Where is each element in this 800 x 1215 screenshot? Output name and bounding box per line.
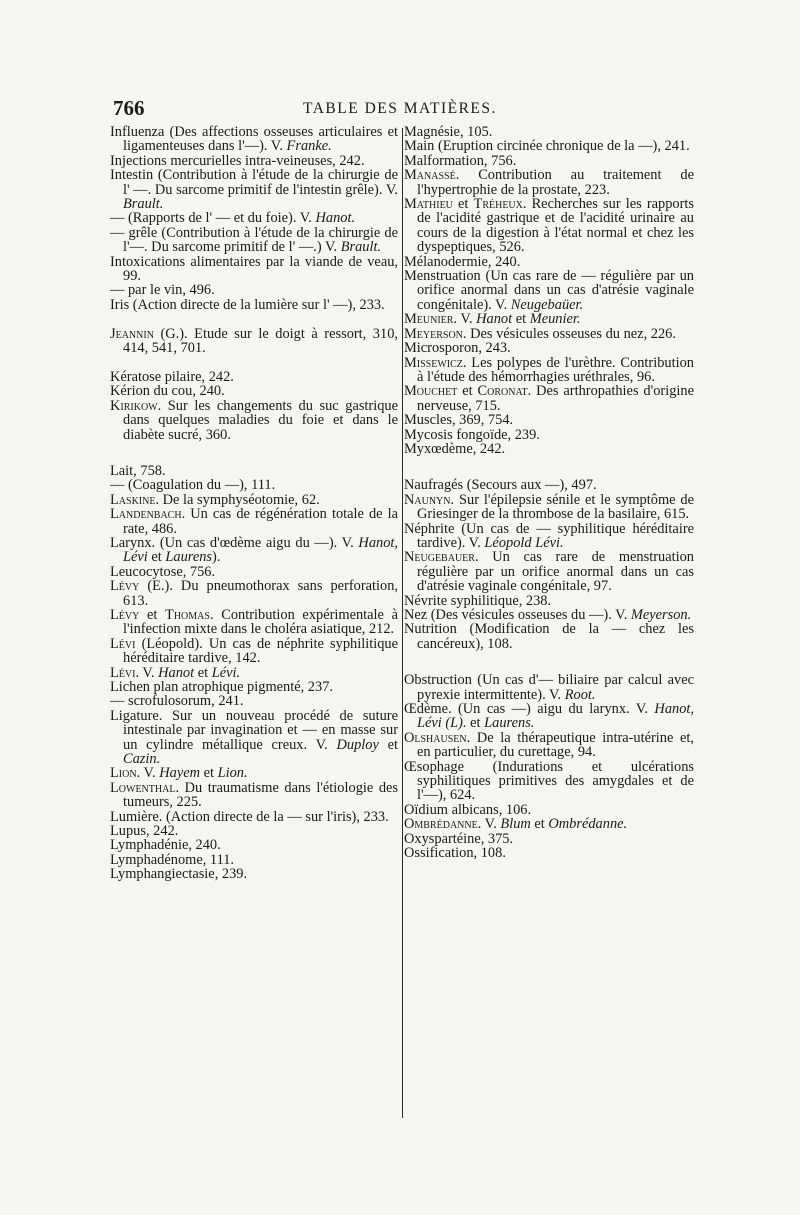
index-entry <box>110 810 398 824</box>
index-entry <box>404 622 694 651</box>
entry-text: et <box>452 196 474 213</box>
entry-text: . Un cas de régénération totale de la rate, 486. <box>123 506 398 537</box>
entry-text: . Sur l'épilepsie sénile et le symptôme de Griesinger de la thrombose de la basilaire, 615. <box>417 491 694 523</box>
running-title: TABLE DES MATIÈRES. <box>303 100 497 117</box>
entry-text: Naufragés (Secours aux —), 497. <box>404 477 597 494</box>
entry-text: Obstruction (Un cas d'— biliaire par calcul avec pyrexie intermittente). V. <box>404 672 694 703</box>
index-entry <box>404 702 694 731</box>
entry-text: . Recherches sur les rapports de l'acidité gastrique et de l'acidité urinaire au cours de la digestion à l'état normal et chez les dyspeptiques, 526. <box>417 196 694 256</box>
entry-text: et <box>378 736 398 753</box>
author-name: Lévy <box>110 578 140 595</box>
index-entry <box>110 226 398 255</box>
author-name: Coronat <box>477 383 528 400</box>
index-entry <box>110 565 398 579</box>
index-entry <box>404 550 694 593</box>
author-name: Naunyn <box>404 491 451 508</box>
index-entry <box>110 853 398 867</box>
author-name: Jeannin <box>110 325 154 342</box>
entry-text: . Contribution expérimentale à l'infection mixte dans le choléra asiatique, 212. <box>123 606 398 638</box>
author-name: Thomas <box>165 606 210 623</box>
cross-reference: Hanot <box>158 664 195 681</box>
entry-text: Lymphadénome, 111. <box>110 851 235 868</box>
cross-reference: Duploy <box>336 736 379 753</box>
cross-reference: Meunier. <box>529 311 581 328</box>
cross-reference: Brault. <box>340 239 382 256</box>
entry-text: Lymphadénie, 240. <box>110 837 221 854</box>
entry-text: Menstruation (Un cas rare de — régulière par un orifice anormal dans un cas d'atrésie vaginale congénitale). V. <box>404 268 694 313</box>
index-entry <box>110 168 398 211</box>
entry-text: Kérion du cou, 240. <box>110 383 225 400</box>
entry-text: Injections mercurielles intra-veineuses, 242. <box>110 152 365 169</box>
cross-reference: Laurens. <box>484 715 535 732</box>
index-entry <box>404 731 694 760</box>
entry-text: Lait, 758. <box>110 462 166 479</box>
entry-text: (Léopold). Un cas de néphrite syphilitique héréditaire tardive, 142. <box>123 635 398 667</box>
cross-reference: Blum <box>500 816 531 833</box>
right-column <box>404 125 694 861</box>
index-entry <box>404 154 694 168</box>
cross-reference: Neugebaüer. <box>510 296 584 313</box>
cross-reference: Laurens <box>165 549 213 566</box>
index-entry <box>404 673 694 702</box>
cross-reference: Léopold Lévi. <box>484 534 564 551</box>
index-entry <box>404 356 694 385</box>
entry-text: Lichen plan atrophique pigmenté, 237. <box>110 679 333 695</box>
entry-text: Œdème. (Un cas —) aigu du larynx. V. <box>404 701 655 718</box>
author-name: Neugebauer <box>404 549 475 566</box>
entry-text: Kératose pilaire, 242. <box>110 368 234 385</box>
entry-text: Iris (Action directe de la lumière sur l' —), 233. <box>110 296 385 313</box>
entry-text: . V. <box>136 765 160 782</box>
entry-text: et <box>512 311 530 328</box>
cross-reference: Cazin. <box>123 751 161 768</box>
index-entry <box>110 255 398 284</box>
index-entry <box>404 413 694 427</box>
entry-text: Intoxications alimentaires par la viande de veau, 99. <box>110 253 398 285</box>
author-name: Lévy <box>110 606 140 623</box>
author-name: Meyerson <box>404 325 463 342</box>
index-entry <box>110 370 398 384</box>
page-number: 766 <box>113 96 145 120</box>
cross-reference: Lion. <box>217 765 248 782</box>
index-entry <box>110 666 398 680</box>
cross-reference: Root. <box>564 686 596 703</box>
entry-text: Mélanodermie, 240. <box>404 253 521 270</box>
author-name: Tréheux <box>473 196 523 213</box>
index-entry <box>110 680 398 694</box>
author-name: Manassé <box>404 167 456 184</box>
index-entry <box>110 781 398 810</box>
index-entry <box>110 464 398 478</box>
author-name: Mathieu <box>404 196 453 213</box>
author-name: Ombrédanne <box>404 816 478 833</box>
index-entry <box>110 327 398 356</box>
entry-text: . De la thérapeutique intra-utérine et, en particulier, du curettage, 94. <box>417 729 694 761</box>
author-name: Laskine <box>110 491 156 508</box>
cross-reference: Hanot <box>476 311 513 328</box>
author-name: Mouchet <box>404 383 458 400</box>
entry-text: et <box>147 549 166 566</box>
index-entry <box>110 399 398 442</box>
index-entry <box>110 766 398 780</box>
index-entry <box>110 384 398 398</box>
entry-text: et <box>530 816 549 833</box>
entry-text: . Contribution au traitement de l'hypertrophie de la prostate, 223. <box>417 167 694 198</box>
index-entry <box>404 442 694 456</box>
cross-reference: Hanot. <box>315 210 356 227</box>
entry-text: Néphrite (Un cas de — syphilitique héréditaire tardive). V. <box>404 520 694 551</box>
author-name: Missewicz <box>404 354 463 371</box>
entry-text: — par le vin, 496. <box>110 282 215 299</box>
index-entry <box>404 608 694 622</box>
index-entry <box>404 803 694 817</box>
index-entry <box>110 608 398 637</box>
entry-text: . Du traumatisme dans l'étiologie des tumeurs, 225. <box>123 779 398 811</box>
entry-text: Magnésie, 105. <box>404 124 493 140</box>
cross-reference: Franke. <box>286 138 332 155</box>
entry-text: Lumière. (Action directe de la — sur l'iris), 233. <box>110 808 389 825</box>
entry-text: Lymphangiectasie, 239. <box>110 866 248 883</box>
entry-text: (E.). Du pneumothorax sans perforation, 613. <box>123 578 398 609</box>
entry-text: et <box>466 715 485 732</box>
entry-text: . V. <box>453 311 477 328</box>
index-entry <box>404 594 694 608</box>
entry-text: Mycosis fongoïde, 239. <box>404 426 540 443</box>
author-name: Lévi <box>110 635 136 652</box>
entry-text: (G.). Etude sur le doigt à ressort, 310, 414, 541, 701. <box>123 325 398 357</box>
author-name: Lion <box>110 765 137 782</box>
index-entry <box>404 478 694 492</box>
index-entry <box>404 760 694 803</box>
entry-text: Microsporon, 243. <box>404 340 511 357</box>
index-entry <box>404 428 694 442</box>
entry-text: . Un cas rare de menstruation régulière par un orifice anormal dans un cas d'atrésie vaginale congénitale, 97. <box>417 549 694 595</box>
cross-reference: Meyerson. <box>630 607 692 623</box>
entry-text: ). <box>212 549 221 566</box>
index-entry <box>404 168 694 197</box>
entry-text: Influenza (Des affections osseuses articulaires et ligamenteuses dans l'—). V. <box>110 124 398 155</box>
index-entry <box>110 838 398 852</box>
index-entry <box>110 283 398 297</box>
index-entry <box>404 384 694 413</box>
entry-text: et <box>139 606 166 623</box>
entry-text: . V. <box>135 664 159 681</box>
entry-text: — (Coagulation du —), 111. <box>110 477 276 494</box>
entry-text: . Les polypes de l'urèthre. Contribution à l'étude des hémorrhagies uréthrales, 96. <box>417 354 694 385</box>
cross-reference: Lévi. <box>211 664 241 681</box>
index-entry <box>404 817 694 831</box>
entry-text: Ossification, 108. <box>404 845 506 862</box>
index-entry <box>404 255 694 269</box>
index-entry <box>404 197 694 255</box>
entry-text: Nutrition (Modification de la — chez les cancéreux), 108. <box>404 621 694 652</box>
index-entry <box>110 536 398 565</box>
entry-text: Oxyspartéine, 375. <box>404 830 514 847</box>
index-entry <box>404 341 694 355</box>
index-entry <box>110 824 398 838</box>
index-entry <box>404 269 694 312</box>
author-name: Lévi <box>110 664 136 681</box>
cross-reference: Hanot, Lévi (L). <box>417 701 694 732</box>
entry-text: Oïdium albicans, 106. <box>404 801 532 818</box>
author-name: Kirikow <box>110 397 158 414</box>
entry-text: Muscles, 369, 754. <box>404 412 514 429</box>
entry-text: et <box>194 664 212 681</box>
index-entry <box>404 846 694 860</box>
left-column <box>110 125 398 882</box>
entry-text: Névrite syphilitique, 238. <box>404 592 552 609</box>
entry-text: — grêle (Contribution à l'étude de la chirurgie de l'—. Du sarcome primitif de l' —.) V. <box>110 224 398 256</box>
entry-text: Main (Eruption circinée chronique de la —), 241. <box>404 138 690 155</box>
index-entry <box>404 522 694 551</box>
entry-text: . De la symphyséotomie, 62. <box>155 491 320 508</box>
entry-text: Leucocytose, 756. <box>110 563 216 580</box>
entry-text: Nez (Des vésicules osseuses du —). V. <box>404 607 631 623</box>
entry-text: . V. <box>477 816 501 833</box>
index-entry <box>110 579 398 608</box>
index-entry <box>110 493 398 507</box>
index-entry <box>110 637 398 666</box>
index-entry <box>110 125 398 154</box>
index-entry <box>404 125 694 139</box>
cross-reference: Brault. <box>123 196 164 213</box>
index-entry <box>110 211 398 225</box>
cross-reference: Hayem <box>159 765 201 782</box>
index-entry <box>110 694 398 708</box>
entry-text: et <box>200 765 218 782</box>
entry-text: Ligature. Sur un nouveau procédé de suture intestinale par invagination et — en masse sur un cylindre métallique creux. V. <box>110 707 398 753</box>
index-entry <box>404 832 694 846</box>
entry-text: Intestin (Contribution à l'étude de la chirurgie de l' —. Du sarcome primitif de l'intestin grêle). V. <box>110 167 398 198</box>
running-head <box>108 96 718 122</box>
index-entry <box>110 867 398 881</box>
cross-reference: Hanot, Lévi <box>123 534 398 566</box>
entry-text: — (Rapports de l' — et du foie). V. <box>110 210 316 227</box>
author-name: Olshausen <box>404 729 467 746</box>
column-divider <box>402 128 403 1118</box>
entry-text: . Sur les changements du suc gastrique dans quelques maladies du foie et dans le diabète sucré, 360. <box>123 397 398 443</box>
index-entry <box>404 312 694 326</box>
entry-text: Myxœdème, 242. <box>404 440 506 457</box>
index-entry <box>110 298 398 312</box>
cross-reference: Ombrédanne. <box>548 816 628 833</box>
entry-text: — scrofulosorum, 241. <box>110 693 244 710</box>
index-entry <box>110 478 398 492</box>
entry-text: . Des vésicules osseuses du nez, 226. <box>462 325 676 342</box>
index-entry <box>110 154 398 168</box>
entry-text: Lupus, 242. <box>110 823 179 840</box>
index-entry <box>110 507 398 536</box>
index-entry <box>110 709 398 767</box>
author-name: Landenbach <box>110 506 182 523</box>
index-entry <box>404 327 694 341</box>
index-entry <box>404 139 694 153</box>
author-name: Lowenthal <box>110 779 176 796</box>
index-entry <box>404 493 694 522</box>
entry-text: . Des arthropathies d'origine nerveuse, 715. <box>417 383 694 414</box>
entry-text: Larynx. (Un cas d'œdème aigu du —). V. <box>110 534 359 551</box>
entry-text: et <box>457 383 478 400</box>
entry-text: Malformation, 756. <box>404 152 517 169</box>
entry-text: Œsophage (Indurations et ulcérations syphilitiques primitives des amygdales et de l'—), 624. <box>404 758 694 804</box>
author-name: Meunier <box>404 311 454 328</box>
